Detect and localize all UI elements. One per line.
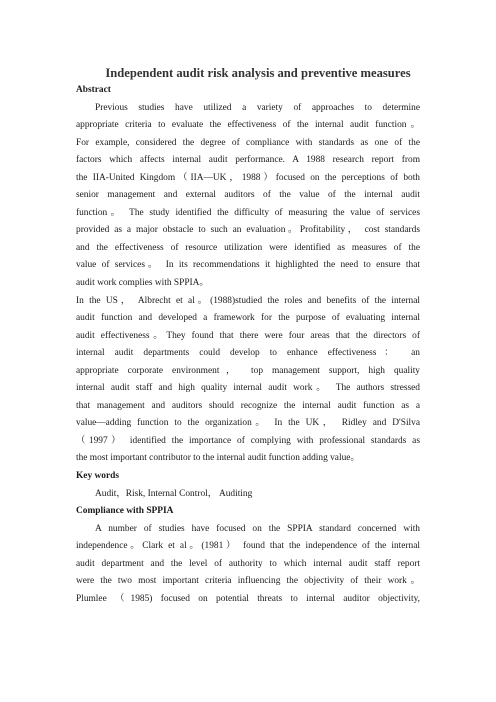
paragraph-line: appropriate criteria to evaluate the effectiveness of the internal audit function。 [76, 120, 420, 131]
section-heading-compliance: Compliance with SPPIA [76, 506, 174, 517]
paragraph-line: the IIA-United Kingdom（IIA—UK，1988）focused on the perceptions of both [76, 172, 420, 183]
keywords-heading: Key words [76, 471, 119, 482]
paragraph-line: independence。Clark et al。(1981） found that the independence of the internal [76, 541, 420, 552]
paragraph-line: provided as a major obstacle to such an evaluation。Profitability， cost standards [76, 225, 420, 236]
paragraph-line: internal audit departments could develop to enhance effectiveness： an [76, 348, 420, 359]
paragraph-line: Previous studies have utilized a variety of approaches to determine [95, 102, 420, 113]
paragraph-line: senior management and external auditors of the value of the internal audit [76, 190, 420, 201]
paragraph-line: the most important contributor to the internal audit function adding value。 [76, 453, 360, 464]
paragraph-line: A number of studies have focused on the SPPIA standard concerned with [95, 523, 420, 534]
paragraph-line: and the effectiveness of resource utilization were identified as measures of the [76, 242, 420, 253]
paragraph-line: In the US， Albrecht et al。(1988)studied the roles and benefits of the internal [76, 295, 420, 306]
paragraph-line: For example, considered the degree of compliance with standards as one of the [76, 137, 420, 148]
keywords-list: Audit，Risk, Internal Control， Auditing [95, 488, 253, 499]
abstract-paragraph-1 [76, 100, 420, 293]
compliance-paragraph-1 [76, 521, 420, 609]
paragraph-line: （1997） identified the importance of complying with professional standards as [76, 435, 420, 446]
abstract-paragraph-2 [76, 293, 420, 468]
paragraph-line: value of services。 In its recommendations it highlighted the need to ensure that [76, 260, 420, 271]
paragraph-line: factors which affects internal audit performance. A 1988 research report from [76, 155, 420, 166]
paragraph-line: audit function and developed a framework for the purpose of evaluating internal [76, 313, 420, 324]
document-body [76, 82, 420, 608]
abstract-heading: Abstract [76, 85, 111, 95]
paragraph-line: audit effectiveness。They found that there were four areas that the directors of [76, 330, 420, 341]
document-title: Independent audit risk analysis and preventive measures [105, 66, 411, 80]
paragraph-line: were the two most important criteria influencing the objectivity of their work。 [76, 576, 420, 587]
paragraph-line: appropriate corporate environment， top management support, high quality [76, 365, 420, 376]
paragraph-line: value—adding function to the organization。 In the UK， Ridley and D'Silva [76, 418, 420, 429]
paragraph-line: that management and auditors should recognize the internal audit function as a [76, 400, 420, 411]
paragraph-line: Plumlee （1985) focused on potential threats to internal auditor objectivity, [76, 593, 420, 604]
paragraph-line: function。 The study identified the difficulty of measuring the value of services [76, 207, 420, 218]
paragraph-line: audit department and the level of authority to which internal audit staff report [76, 558, 420, 569]
paragraph-line: internal audit staff and high quality internal audit work。 The authors stressed [76, 383, 420, 394]
paragraph-line: audit work complies with SPPIA。 [76, 278, 209, 289]
